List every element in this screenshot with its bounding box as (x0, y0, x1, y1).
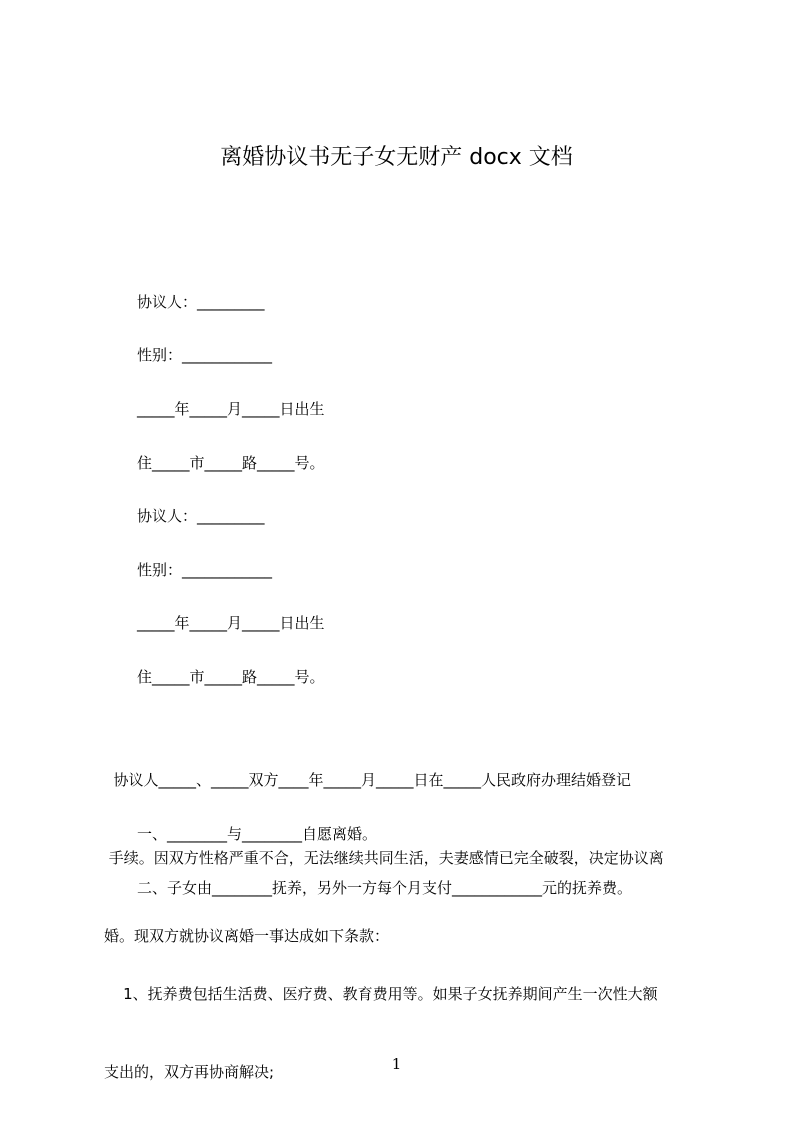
party2-name-line: 协议人：_________ (137, 507, 265, 525)
preamble-line: 婚。现双方就协议离婚一事达成如下条款： (104, 927, 390, 945)
clause-2-item-1 (104, 929, 724, 1111)
party1-address-line: 住_____市_____路_____号。 (137, 454, 325, 472)
clause-2-item-1-line: 1、抚养费包括生活费、医疗费、教育费用等。如果子女抚养期间产生一次性大额 (104, 985, 658, 1003)
clause-2-item-1-line: 支出的，双方再协商解决; (104, 1063, 275, 1081)
preamble-line: 协议人_____、_____双方____年_____月_____日在_____人民政府办理结婚登记 (104, 771, 632, 789)
clause-1: 一、________与________自愿离婚。 (137, 825, 378, 843)
document-title: 离婚协议书无子女无财产 docx 文档 (220, 145, 573, 170)
party2-gender-line: 性别：____________ (137, 561, 273, 579)
party1-birth-line: _____年_____月_____日出生 (137, 400, 325, 418)
party2-birth-line: _____年_____月_____日出生 (137, 614, 325, 632)
party1-gender-line: 性别：____________ (137, 346, 273, 364)
clause-2: 二、子女由________抚养，另外一方每个月支付____________元的抚养费。 (137, 879, 633, 897)
page-number: 1 (391, 1055, 402, 1073)
party2-address-line: 住_____市_____路_____号。 (137, 668, 325, 686)
party1-name-line: 协议人：_________ (137, 293, 265, 311)
preamble-line: 手续。因双方性格严重不合，无法继续共同生活，夫妻感情已完全破裂，决定协议离 (104, 849, 664, 867)
